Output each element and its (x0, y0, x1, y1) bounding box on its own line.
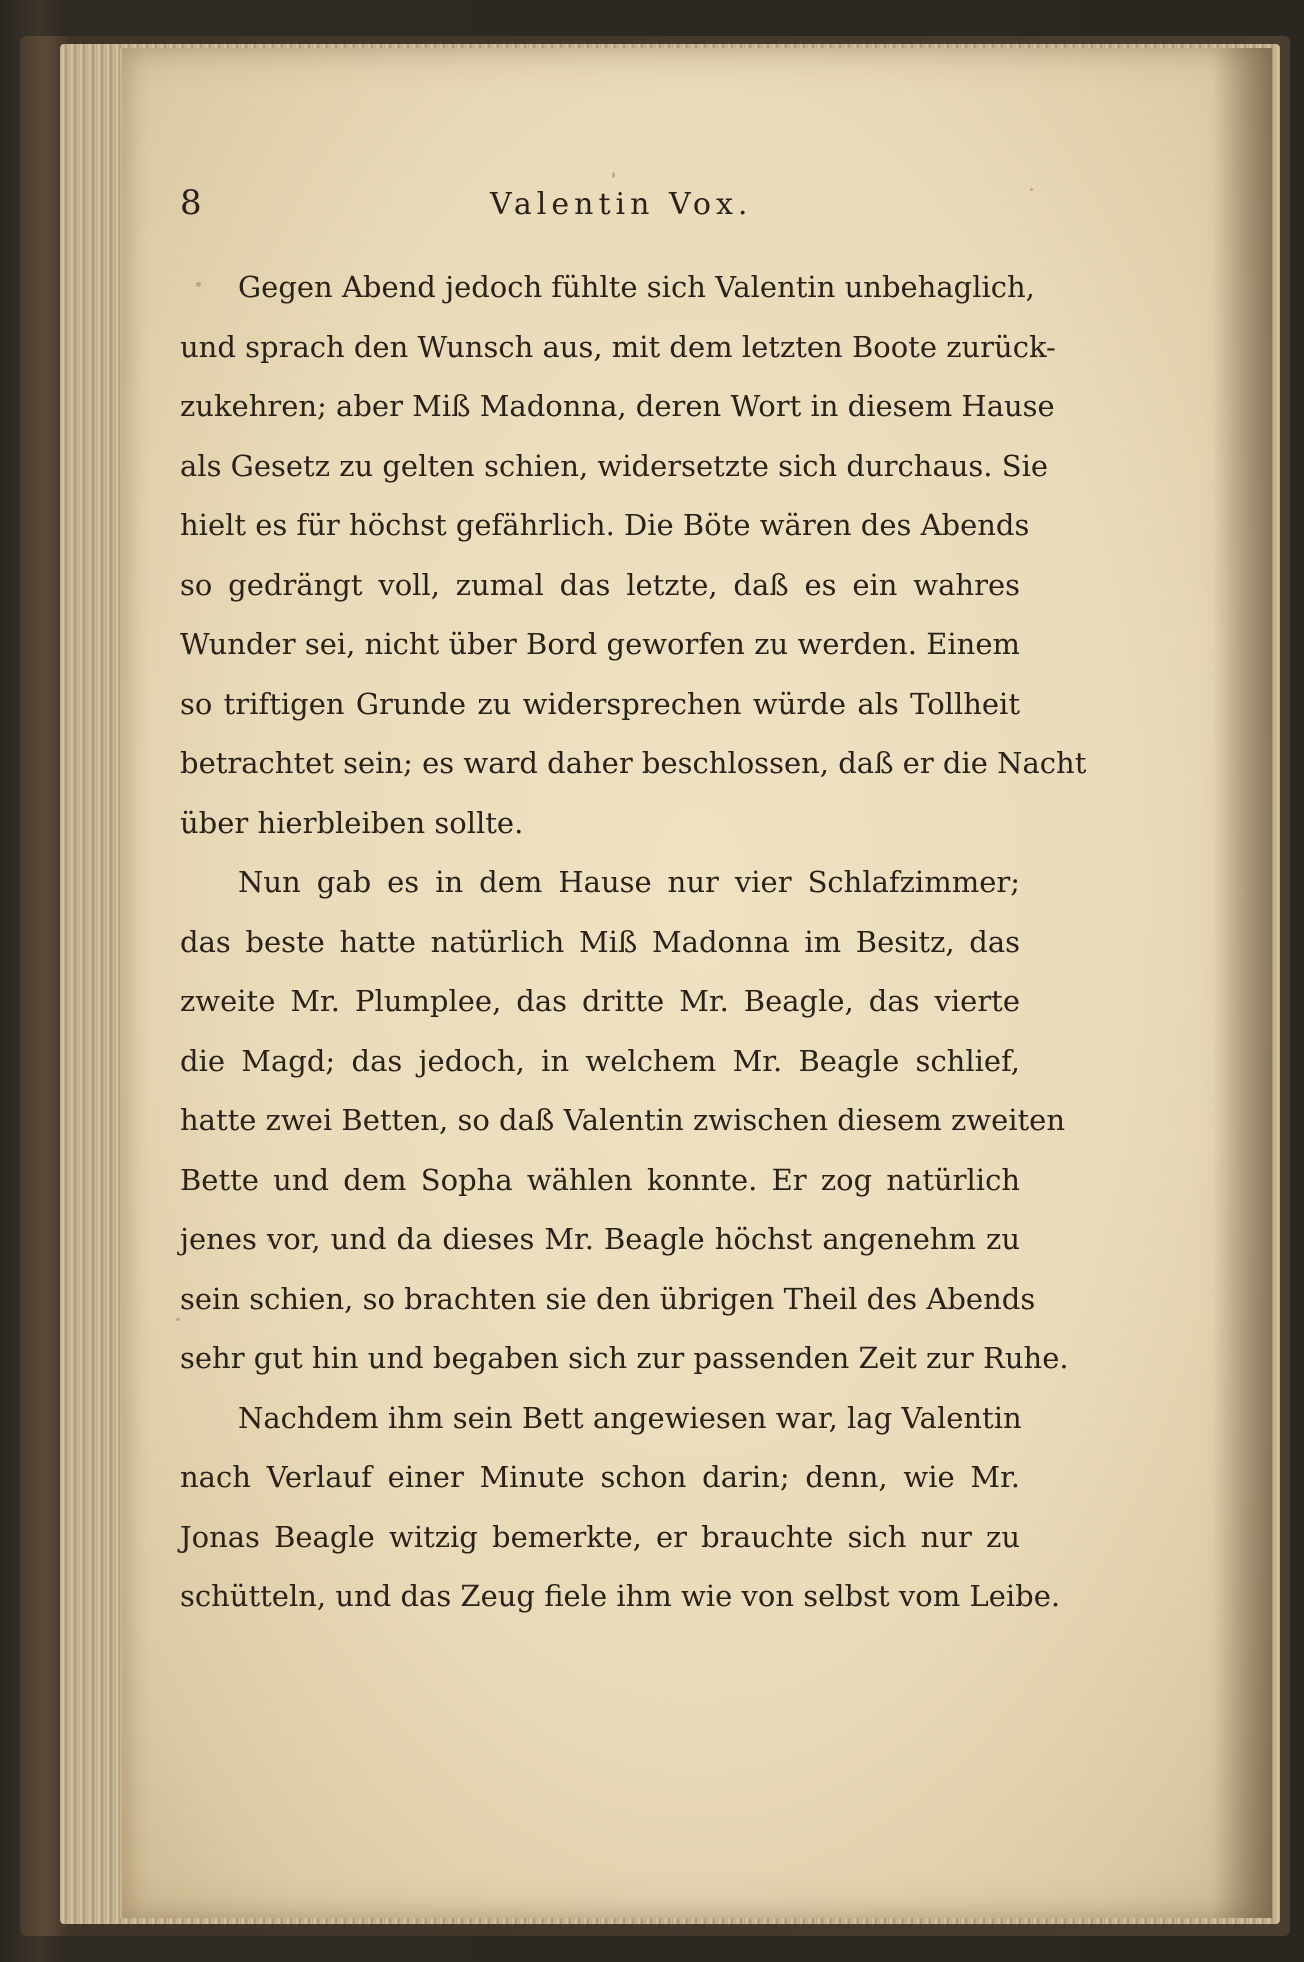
running-head: Valentin Vox. (490, 187, 753, 222)
paragraph (180, 853, 1069, 1389)
paragraph (180, 258, 1087, 853)
text-line: Nachdem ihm sein Bett angewiesen war, lag Valentin (238, 1400, 1022, 1435)
text-line: sein schien, so brachten sie den übrigen Theil des Abends (180, 1281, 1036, 1316)
page-header (180, 178, 1080, 238)
text-line: Jonas Beagle witzig bemerkte, er brauchte sich nur zu (180, 1519, 1020, 1554)
paragraph (180, 1389, 1061, 1627)
text-line: zweite Mr. Plumplee, das dritte Mr. Beagle, das vierte (180, 984, 1020, 1018)
text-line: das beste hatte natürlich Miß Madonna im Besitz, das (180, 924, 1020, 959)
text-line: so triftigen Grunde zu widersprechen würde als Tollheit (180, 686, 1020, 721)
text-line: Bette und dem Sopha wählen konnte. Er zog natürlich (180, 1162, 1020, 1197)
text-line: Wunder sei, nicht über Bord geworfen zu werden. Einem (180, 627, 1020, 661)
spine-shadow (1212, 48, 1272, 1918)
text-line: Gegen Abend jedoch fühlte sich Valentin unbehaglich, (238, 270, 1035, 304)
text-line: zukehren; aber Miß Madonna, deren Wort in diesem Hause (180, 389, 1055, 423)
text-line: Nun gab es in dem Hause nur vier Schlafzimmer; (238, 865, 1020, 899)
text-line: über hierbleiben sollte. (180, 805, 524, 840)
text-line: die Magd; das jedoch, in welchem Mr. Beagle schlief, (180, 1043, 1020, 1078)
text-line: jenes vor, und da dieses Mr. Beagle höchst angenehm zu (180, 1222, 1020, 1256)
text-line: schütteln, und das Zeug fiele ihm wie von selbst vom Leibe. (180, 1579, 1061, 1613)
text-line: und sprach den Wunsch aus, mit dem letzten Boote zurück- (180, 329, 1056, 364)
text-line: so gedrängt voll, zumal das letzte, daß es ein wahres (180, 567, 1020, 602)
body-text (180, 258, 1087, 1627)
text-line: betrachtet sein; es ward daher beschlossen, daß er die Nacht (180, 746, 1087, 780)
page-number: 8 (180, 183, 202, 223)
text-line: hatte zwei Betten, so daß Valentin zwischen diesem zweiten (180, 1103, 1066, 1137)
text-line: sehr gut hin und begaben sich zur passenden Zeit zur Ruhe. (180, 1341, 1069, 1375)
text-line: hielt es für höchst gefährlich. Die Böte wären des Abends (180, 508, 1030, 542)
text-line: nach Verlauf einer Minute schon darin; denn, wie Mr. (180, 1460, 1020, 1494)
text-line: als Gesetz zu gelten schien, widersetzte sich durchaus. Sie (180, 448, 1049, 483)
